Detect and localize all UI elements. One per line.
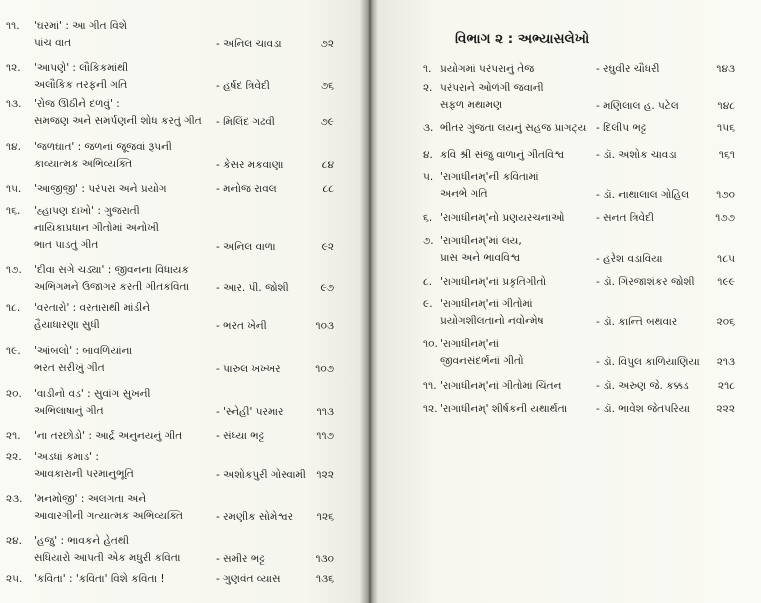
entry-title-line: 'અડધાં કમાડ' : xyxy=(34,451,99,463)
entry-title-line: 'ના તરછોડો' : આર્દ્ર અનુનયનું ગીત xyxy=(34,430,183,442)
entry-title-line: 'રાગાધીનમ્'નાં ગીતોમાં xyxy=(440,298,533,310)
entry-number: ૨૧. xyxy=(6,430,21,442)
entry-number: ૨૦. xyxy=(6,388,22,400)
entry-number: ૧૯. xyxy=(6,345,21,357)
toc-entry xyxy=(0,61,761,78)
entry-title-line: 'રાગાધીનમ્'નાં પ્રકૃતિગીતો xyxy=(440,276,547,288)
entry-title xyxy=(440,80,544,114)
toc-entry xyxy=(0,18,761,52)
entry-author: - દિલીપ ભટ્ટ xyxy=(596,122,647,134)
entry-author: - ડૉ. ગિરજાશંકર જોશી xyxy=(596,276,695,288)
toc-entry xyxy=(0,401,761,418)
entry-page-number: ૨૨૨ xyxy=(716,403,735,415)
entry-number: ૩. xyxy=(423,122,434,134)
entry-author: - ડૉ. કાન્તિ બથવાર xyxy=(596,316,678,328)
entry-page-number: ૭૯ xyxy=(320,116,334,128)
entry-number: ૮. xyxy=(423,276,433,288)
entry-title-line: આવકારાની પરમાનુભૂતિ xyxy=(34,468,134,480)
entry-title-line: નાયિકાપ્રધાન ગીતોમાં અનોખી xyxy=(34,222,159,234)
entry-title-line: હૈયાધારણા સુધી xyxy=(34,319,100,331)
entry-title xyxy=(440,336,524,370)
entry-page-number: ૨૧૩ xyxy=(716,356,735,368)
entry-author: - ડૉ. અરુણ જે. કક્કડ xyxy=(596,380,689,392)
entry-title xyxy=(440,401,567,418)
entry-title xyxy=(440,120,586,137)
entry-number: ૨૩. xyxy=(6,493,23,505)
entry-number: ૧૮. xyxy=(6,302,21,314)
entry-number: ૨૫. xyxy=(6,573,23,585)
entry-page-number: ૧૨૬ xyxy=(316,511,334,523)
entry-number: ૬. xyxy=(423,212,433,224)
entry-title xyxy=(34,428,182,445)
entry-number: ૧૦. xyxy=(423,338,438,350)
entry-author: - ગુણવંત વ્યાસ xyxy=(216,573,281,585)
entry-title xyxy=(440,274,546,291)
toc-entry xyxy=(0,147,761,164)
entry-number: ૧૩. xyxy=(6,98,22,110)
entry-author: - હરેશ વડાવિયા xyxy=(596,253,663,265)
entry-title-line: 'મનમોજી' : અલગતા અને xyxy=(34,493,147,505)
entry-page-number: ૧૩૬ xyxy=(315,573,334,585)
entry-title-line: ભાત પાડતું ગીત xyxy=(34,239,99,251)
entry-title-line: 'રાગાધીનમ્'ની કવિતામાં xyxy=(440,171,539,183)
entry-page-number: ૨૧૮ xyxy=(717,380,735,392)
entry-page-number: ૮૪ xyxy=(321,159,334,171)
toc-entry xyxy=(0,571,761,588)
entry-title-line: પાંચ વાત xyxy=(34,37,72,49)
toc-entry xyxy=(0,120,761,137)
entry-author: - અશોકપુરી ગોસ્વામી xyxy=(216,469,306,481)
entry-title-line: અભિગમને ઉજાગર કરતી ગીતકવિતા xyxy=(34,281,190,293)
toc-entry xyxy=(0,336,761,370)
entry-title-line: 'વરતારો' : વરતારાથી માંડીને xyxy=(34,302,151,314)
entry-number: ૨૪. xyxy=(6,535,23,547)
entry-title-line: 'રાગાધીનમ્'નાં ગીતોમાં ચિંતન xyxy=(440,380,562,392)
entry-number: ૧૪. xyxy=(6,141,21,153)
entry-title-line: 'હજુ' : ભાવકને હેતથી xyxy=(34,535,129,547)
toc-entry xyxy=(0,169,761,203)
entry-page-number: ૧૭૭ xyxy=(715,212,735,224)
entry-page-number: ૨૦૬ xyxy=(716,316,735,328)
entry-author: - ડૉ. ભાવેશ જેતપરિયા xyxy=(596,403,690,415)
entry-title-line: 'આંબલો' : બાવળિયાંના xyxy=(34,345,133,357)
entry-title-line: આવારગીની ગત્યાત્મક અભિવ્યક્તિ xyxy=(34,510,183,522)
entry-page-number: ૧૩૦ xyxy=(315,553,334,565)
entry-number: ૨. xyxy=(423,82,433,94)
entry-page-number: ૧૦૩ xyxy=(315,320,334,332)
entry-title-line: જીવનસંદર્ભનાં ગીતો xyxy=(440,355,524,367)
toc-entry xyxy=(0,449,761,483)
entry-title-line: કવિ શ્રી સંજુ વાળાનું ગીતવિશ્વ xyxy=(440,149,565,161)
entry-title xyxy=(34,449,134,483)
entry-title-line: પ્રાસ અને ભાવવિશ્વ xyxy=(440,252,521,264)
entry-author: - ભરત ખેની xyxy=(216,320,267,332)
entry-title-line: 'આપણે' : લૌકિકમાંથી xyxy=(34,62,129,74)
entry-page-number: ૧૧૭ xyxy=(316,430,334,442)
entry-number: ૪. xyxy=(423,149,433,161)
entry-title-line: અલૌકિક તરફની ગતિ xyxy=(34,79,128,91)
entry-number: ૧૫. xyxy=(6,183,22,195)
entry-page-number: ૭૨ xyxy=(320,38,334,50)
entry-title xyxy=(440,296,544,330)
entry-page-number: ૧૭૦ xyxy=(716,189,735,201)
entry-author: - 'સ્નેહી' પરમાર xyxy=(216,406,284,418)
entry-number: ૧૬. xyxy=(6,205,21,217)
entry-title xyxy=(34,491,183,525)
entry-title-line: 'રાગાધીનમ્'નો પ્રણયરચનાઓ xyxy=(440,212,565,224)
toc-entry xyxy=(0,80,761,114)
entry-title-line: સમજણ અને સમર્પણની શોધ કરતું ગીત xyxy=(34,115,202,127)
entry-number: ૫. xyxy=(423,171,434,183)
entry-title-line: 'જળઘાત' : જળનાં જૂજવાં રૂપની xyxy=(34,141,172,153)
toc-entry xyxy=(0,296,761,330)
entry-page-number: ૮૮ xyxy=(322,183,334,195)
entry-title-line: પ્રયોગમાં પરંપરાનું તેજ xyxy=(440,63,535,75)
entry-title xyxy=(34,533,180,567)
entry-author: - રમણીક સોમેશ્વર xyxy=(216,511,294,523)
entry-title xyxy=(440,169,539,203)
entry-title-line: કાવ્યાત્મક અભિવ્યક્તિ xyxy=(34,158,133,170)
entry-number: ૯. xyxy=(423,298,433,310)
entry-number: ૭. xyxy=(423,235,434,247)
entry-title-line: 'રાગાધીનમ્' શીર્ષકની યથાર્થતા xyxy=(440,403,568,415)
entry-author: - કેસર મકવાણા xyxy=(216,159,284,171)
toc-entry xyxy=(0,533,761,567)
entry-title-line: 'આજીજી' : પરંપરા અને પ્રયોગ xyxy=(34,183,167,195)
entry-title-line: 'હ્હાપણ દાખો' : ગુજરાતી xyxy=(34,205,140,217)
entry-author: - ડૉ. વિપુલ કાળિયાણિયા xyxy=(596,356,700,368)
entry-author: - મનોજ રાવલ xyxy=(216,183,277,195)
entry-page-number: ૭૬ xyxy=(320,80,334,92)
entry-title-line: અનભે ગતિ xyxy=(440,188,488,200)
entry-title-line: પરંપરાને ઓળંગી જવાની xyxy=(440,82,544,94)
entry-author: - મિલિંદ ગઢવી xyxy=(216,116,275,128)
entry-page-number: ૧૨૨ xyxy=(316,469,334,481)
entry-author: - ડૉ. અશોક ચાવડા xyxy=(596,149,677,161)
entry-page-number: ૯૭ xyxy=(320,282,334,294)
entry-author: - ડૉ. નાથાલાલ ગોહિલ xyxy=(596,189,690,201)
entry-author: - અનિલ ચાવડા xyxy=(216,38,282,50)
entry-title-line: 'રાગાધીનમ્'માં લય, xyxy=(440,235,522,247)
entry-title-line: 'ઘરમાં' : આ ગીત વિશે xyxy=(34,20,127,32)
entry-author: - સંધ્યા ભટ્ટ xyxy=(216,430,265,442)
entry-author: - સમીર ભટ્ટ xyxy=(216,553,265,565)
toc-entry xyxy=(0,428,761,445)
entry-title-line: પ્રયોગશીલતાનો નવોન્મેષ xyxy=(440,315,544,327)
toc-entry xyxy=(0,233,761,267)
entry-number: ૧૧. xyxy=(6,20,20,32)
toc-entry xyxy=(0,210,761,227)
entry-title-line: સધિયારો આપતી એક મધુરી કવિતા xyxy=(34,552,181,564)
entry-title xyxy=(34,571,165,588)
entry-page-number: ૧૫૬ xyxy=(717,122,735,134)
entry-title-line: 'રોજ ઊઠીને દળવું' : xyxy=(34,98,120,110)
entry-title xyxy=(440,61,534,78)
toc-entry xyxy=(0,491,761,525)
entry-author: - હર્ષદ ત્રિવેદી xyxy=(216,80,270,92)
entry-number: ૨૨. xyxy=(6,451,22,463)
entry-number: ૧૧. xyxy=(423,380,437,392)
entry-title-line: 'વાડીનો વડ' : સુવાંગ સુખની xyxy=(34,388,151,400)
entry-title-line: ભરત સરીખું ગીત xyxy=(34,362,105,374)
entry-title xyxy=(440,147,564,164)
entry-title-line: 'રાગાધીનમ્'નાં xyxy=(440,338,499,350)
entry-number: ૧૨. xyxy=(6,62,21,74)
entry-author: - અનિલ વાળા xyxy=(216,241,276,253)
entry-page-number: ૧૪૩ xyxy=(716,63,735,75)
toc-entry xyxy=(0,378,761,395)
entry-author: - આર. પી. જોશી xyxy=(216,282,289,294)
entry-title xyxy=(34,18,127,52)
entry-title xyxy=(440,378,561,395)
entry-author: - મણિલાલ હ. પટેલ xyxy=(596,100,679,112)
entry-title-line: 'કવિતા' : 'કવિતા' વિશે કવિતા ! xyxy=(34,573,165,585)
entry-page-number: ૧૮૫ xyxy=(717,253,735,265)
section-title: વિભાગ ૨ : અભ્યાસલેખો xyxy=(455,31,590,47)
entry-page-number: ૧૪૮ xyxy=(717,100,735,112)
toc-entry xyxy=(0,274,761,291)
entry-number: ૧. xyxy=(423,63,432,75)
entry-title xyxy=(440,210,564,227)
entry-author: - રઘુવીર ચૌધરી xyxy=(596,63,660,75)
entry-number: ૧૭. xyxy=(6,264,22,276)
entry-page-number: ૧૦૭ xyxy=(315,363,334,375)
entry-number: ૧૨. xyxy=(423,403,438,415)
entry-title-line: સફળ મથામણ xyxy=(440,99,503,111)
entry-title-line: ભીતર ગુંજતા લયનું સહજ પ્રાગટ્ય xyxy=(440,122,587,134)
entry-author: - પારુલ ખખ્ખર xyxy=(216,363,281,375)
entry-page-number: ૧૧૩ xyxy=(316,406,334,418)
entry-page-number: ૧૯૯ xyxy=(717,276,735,288)
entry-title-line: 'દીવા સગે ચડ્યા' : જીવનના વિધાયક xyxy=(34,264,189,276)
entry-page-number: ૯૨ xyxy=(321,241,334,253)
entry-title xyxy=(440,233,522,267)
entry-title-line: અભિલાષાનું ગીત xyxy=(34,405,104,417)
entry-page-number: ૧૬૧ xyxy=(718,149,735,161)
entry-author: - સનત ત્રિવેદી xyxy=(596,212,654,224)
